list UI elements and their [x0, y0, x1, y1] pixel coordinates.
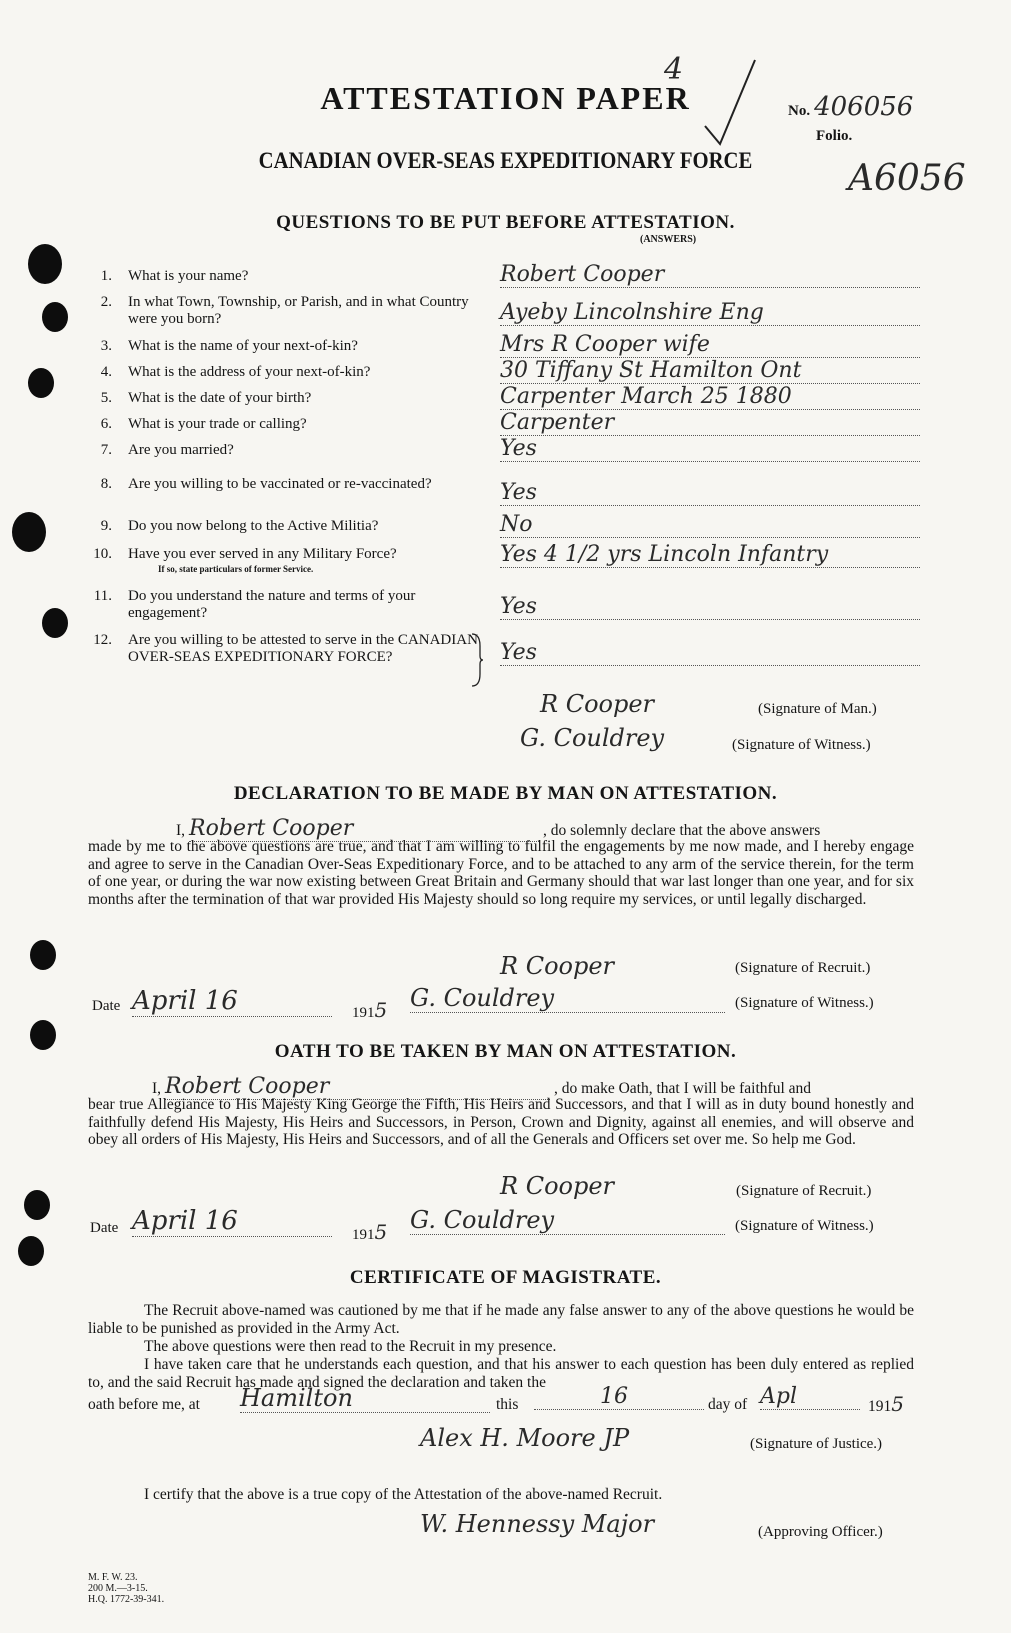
handwritten-mark: 4 — [664, 52, 684, 87]
man-signature: R Cooper — [540, 690, 654, 718]
oath-date: April 16 — [132, 1206, 332, 1237]
punch-hole — [18, 1236, 44, 1266]
declaration-date: April 16 — [132, 986, 332, 1017]
approving-officer-signature: W. Hennessy Major — [420, 1510, 655, 1538]
magistrate-place: Hamilton — [240, 1384, 490, 1413]
question-text: Do you now belong to the Active Militia? — [128, 518, 379, 534]
declaration-heading: DECLARATION TO BE MADE BY MAN ON ATTESTATION. — [233, 783, 778, 804]
question-text: Are you married? — [128, 442, 234, 458]
question-number: 4. — [100, 364, 112, 380]
declaration-first-line: I, Robert Cooper , do solemnly declare that the above answers — [176, 816, 821, 841]
oath-recruit-signature: R Cooper — [500, 1172, 614, 1200]
punch-hole — [42, 302, 68, 332]
question-number: 11. — [93, 588, 112, 604]
witness-signature: G. Couldrey — [520, 724, 665, 752]
question-answer: Ayeby Lincolnshire Eng — [500, 300, 920, 326]
oath-recruit-signature-label: (Signature of Recruit.) — [736, 1183, 872, 1199]
question-answer: Robert Cooper — [500, 262, 920, 288]
folio-label: Folio. — [816, 128, 853, 144]
question-subtext: If so, state particulars of former Service. — [158, 564, 314, 574]
question-number: 12. — [93, 632, 112, 648]
question-text: What is the name of your next-of-kin? — [128, 338, 358, 354]
regimental-number: A6056 — [848, 158, 966, 199]
declaration-recruit-signature-label: (Signature of Recruit.) — [735, 960, 871, 976]
question-answer: Yes — [500, 480, 920, 506]
question-number: 6. — [100, 416, 112, 432]
declaration-name: Robert Cooper — [189, 816, 539, 842]
question-text: Are you willing to be attested to serve in the CANADIAN OVER-SEAS EXPEDITIONARY FORCE? — [128, 632, 478, 665]
magistrate-paragraph-2: The above questions were then read to the Recruit in my presence. — [144, 1338, 557, 1355]
day-of-label: day of — [708, 1396, 748, 1413]
page-subtitle: CANADIAN OVER-SEAS EXPEDITIONARY FORCE — [258, 148, 753, 173]
question-answer: Yes — [500, 436, 920, 462]
question-number: 9. — [100, 518, 112, 534]
magistrate-heading: CERTIFICATE OF MAGISTRATE. — [349, 1267, 662, 1288]
question-text: What is your trade or calling? — [128, 416, 307, 432]
punch-hole — [12, 512, 46, 552]
question-answer: 30 Tiffany St Hamilton Ont — [500, 358, 920, 384]
question-text: Do you understand the nature and terms of your engagement? — [128, 588, 416, 621]
oath-witness-signature: G. Couldrey — [410, 1206, 725, 1235]
question-text: Are you willing to be vaccinated or re-vaccinated? — [128, 476, 432, 492]
oath-name: Robert Cooper — [165, 1074, 550, 1100]
magistrate-day: 16 — [534, 1384, 704, 1410]
question-answer: Carpenter — [500, 410, 920, 436]
question-number: 10. — [93, 546, 112, 562]
oath-date-label: Date — [90, 1220, 119, 1236]
witness-signature-label: (Signature of Witness.) — [732, 737, 871, 753]
question-number: 8. — [100, 476, 112, 492]
question-answer: Mrs R Cooper wife — [500, 332, 920, 358]
punch-hole — [24, 1190, 50, 1220]
magistrate-month: Apl — [760, 1384, 860, 1410]
approving-officer-label: (Approving Officer.) — [758, 1524, 883, 1540]
man-signature-label: (Signature of Man.) — [758, 701, 877, 717]
question-answer: Yes 4 1/2 yrs Lincoln Infantry — [500, 542, 920, 568]
punch-hole — [42, 608, 68, 638]
oath-year: 1915 — [352, 1220, 388, 1244]
justice-signature-label: (Signature of Justice.) — [750, 1436, 883, 1452]
justice-signature: Alex H. Moore JP — [420, 1424, 630, 1452]
question-text: What is your name? — [128, 268, 249, 284]
question-number: 3. — [100, 338, 112, 354]
oath-text: bear true Allegiance to His Majesty King George the Fifth, His Heirs and Successors, and that I will as in duty bound honestly and faithfully defend His Majesty, His Heirs and Successors, in Person, Crown and Dignity, against all enemies, and will observe and obey all orders of His Majesty, His Heirs and Successors, and of all the Generals and Officers set over me. So help me God. — [88, 1096, 914, 1148]
oath-heading: OATH TO BE TAKEN BY MAN ON ATTESTATION. — [274, 1041, 737, 1062]
declaration-witness-signature: G. Couldrey — [410, 984, 725, 1013]
check-mark-icon — [700, 56, 760, 146]
magistrate-paragraph-3: I have taken care that he understands each question, and that his answer to each question has been duly entered as replied to, and the said Recruit has made and signed the declaration and taken the — [88, 1356, 914, 1391]
declaration-recruit-signature: R Cooper — [500, 952, 614, 980]
question-answer: Carpenter March 25 1880 — [500, 384, 920, 410]
question-number: 1. — [100, 268, 112, 284]
question-answer: No — [500, 512, 920, 538]
oath-first-line: I, Robert Cooper , do make Oath, that I will be faithful and — [152, 1074, 812, 1099]
questions-heading: QUESTIONS TO BE PUT BEFORE ATTESTATION. — [276, 212, 735, 233]
form-code: M. F. W. 23. 200 M.—3-15. H.Q. 1772-39-341. — [88, 1572, 165, 1605]
declaration-year: 1915 — [352, 998, 388, 1022]
magistrate-year: 1915 — [868, 1392, 904, 1416]
question-number: 7. — [100, 442, 112, 458]
magistrate-paragraph-1: The Recruit above-named was cautioned by me that if he made any false answer to any of the above questions he would be liable to be punished as provided in the Army Act. — [88, 1302, 914, 1337]
punch-hole — [28, 244, 62, 284]
oath-witness-signature-label: (Signature of Witness.) — [735, 1218, 874, 1234]
question-text: In what Town, Township, or Parish, and in what Country were you born? — [128, 294, 469, 327]
question-number: 2. — [100, 294, 112, 310]
question-text: What is the address of your next-of-kin? — [128, 364, 371, 380]
oath-before-label: oath before me, at — [88, 1396, 200, 1413]
bracket-icon — [470, 632, 484, 688]
question-answer: Yes — [500, 640, 920, 666]
question-answer: Yes — [500, 594, 920, 620]
declaration-date-label: Date — [92, 998, 121, 1014]
page-title: ATTESTATION PAPER — [320, 80, 691, 116]
certify-text: I certify that the above is a true copy of the Attestation of the above-named Recruit. — [144, 1486, 663, 1503]
declaration-witness-signature-label: (Signature of Witness.) — [735, 995, 874, 1011]
declaration-text: made by me to the above questions are true, and that I am willing to fulfil the engagements by me now made, and I hereby engage and agree to serve in the Canadian Over-Seas Expeditionary Force, and to be attached to any arm of the service therein, for the term of one year, or during the war now existing between Great Britain and Germany should that war last longer than one year, and for six months after the termination of that war provided His Majesty should so long require my services, or until legally discharged. — [88, 838, 914, 908]
question-number: 5. — [100, 390, 112, 406]
question-text: Have you ever served in any Military Force? — [128, 546, 397, 562]
this-label: this — [496, 1396, 519, 1413]
serial-value: 406056 — [814, 92, 914, 122]
serial-number: No. 406056 — [788, 92, 914, 122]
punch-hole — [30, 940, 56, 970]
question-text: What is the date of your birth? — [128, 390, 312, 406]
punch-hole — [28, 368, 54, 398]
answers-label: (ANSWERS) — [640, 234, 697, 245]
